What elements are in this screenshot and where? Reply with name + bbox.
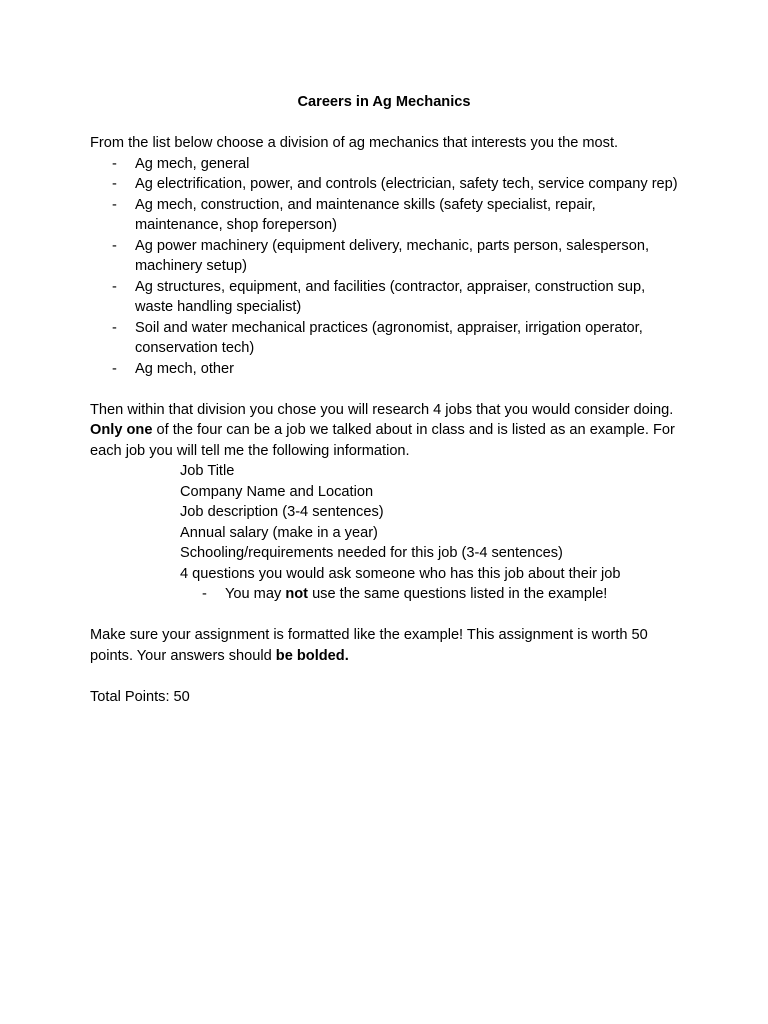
division-text: Ag power machinery (equipment delivery, mechanic, parts person, salesperson, machinery setup) bbox=[135, 237, 650, 274]
spacer bbox=[90, 666, 680, 687]
required-info-item: Annual salary (make in a year) bbox=[180, 524, 378, 541]
note-text: You may bbox=[225, 586, 286, 602]
dash-bullet: - bbox=[112, 237, 117, 254]
division-text: Ag structures, equipment, and facilities (contractor, appraiser, construction sup, waste handling specialist) bbox=[135, 278, 646, 315]
required-info-list bbox=[90, 461, 680, 584]
note-emphasis: not bbox=[285, 586, 309, 602]
dash-bullet: - bbox=[112, 176, 117, 192]
required-info-item: 4 questions you would ask someone who has this job about their job bbox=[180, 565, 621, 582]
spacer bbox=[90, 113, 680, 134]
dash-bullet: - bbox=[112, 155, 117, 172]
document-title: Careers in Ag Mechanics bbox=[297, 94, 471, 110]
division-item bbox=[90, 277, 680, 318]
intro-paragraph: From the list below choose a division of ag mechanics that interests you the most. bbox=[90, 135, 619, 151]
division-text: Ag electrification, power, and controls (electrician, safety tech, service company rep) bbox=[135, 176, 678, 192]
required-info-item: Job Title bbox=[180, 463, 235, 479]
division-item bbox=[90, 318, 680, 359]
total-points: Total Points: 50 bbox=[90, 688, 190, 705]
division-text: Ag mech, general bbox=[135, 155, 250, 172]
format-text: Make sure your assignment is formatted like the example! This assignment is worth 50 points. Your answers should bbox=[90, 627, 648, 664]
division-item bbox=[90, 236, 680, 277]
instructions-paragraph bbox=[90, 400, 680, 462]
required-info-item: Company Name and Location bbox=[180, 483, 374, 500]
division-list bbox=[90, 154, 680, 380]
required-info-item: Job description (3-4 sentences) bbox=[180, 504, 384, 520]
division-item bbox=[90, 154, 680, 175]
document-page bbox=[90, 92, 680, 707]
required-info-item: Schooling/requirements needed for this job (3-4 sentences) bbox=[180, 545, 563, 561]
format-paragraph bbox=[90, 625, 680, 666]
division-item bbox=[90, 359, 680, 380]
instructions-text-continued: of the four can be a job we talked about in class and is listed as an example. For each job you will tell me the following information. bbox=[90, 422, 675, 459]
format-emphasis: be bolded. bbox=[275, 647, 349, 664]
spacer bbox=[90, 605, 680, 626]
dash-bullet: - bbox=[112, 196, 117, 213]
dash-bullet: - bbox=[202, 586, 207, 602]
instructions-emphasis: Only one bbox=[90, 422, 153, 438]
division-text: Ag mech, other bbox=[135, 360, 234, 377]
spacer bbox=[90, 379, 680, 400]
note-text-continued: use the same questions listed in the example! bbox=[308, 586, 608, 602]
questions-note bbox=[90, 584, 680, 605]
division-item bbox=[90, 195, 680, 236]
division-text: Soil and water mechanical practices (agronomist, appraiser, irrigation operator, conservation tech) bbox=[135, 319, 643, 356]
division-item bbox=[90, 174, 680, 195]
instructions-text: Then within that division you chose you will research 4 jobs that you would consider doing. bbox=[90, 401, 674, 418]
division-text: Ag mech, construction, and maintenance skills (safety specialist, repair, maintenance, shop foreperson) bbox=[135, 196, 596, 233]
dash-bullet: - bbox=[112, 319, 117, 336]
dash-bullet: - bbox=[112, 278, 117, 295]
dash-bullet: - bbox=[112, 360, 117, 377]
